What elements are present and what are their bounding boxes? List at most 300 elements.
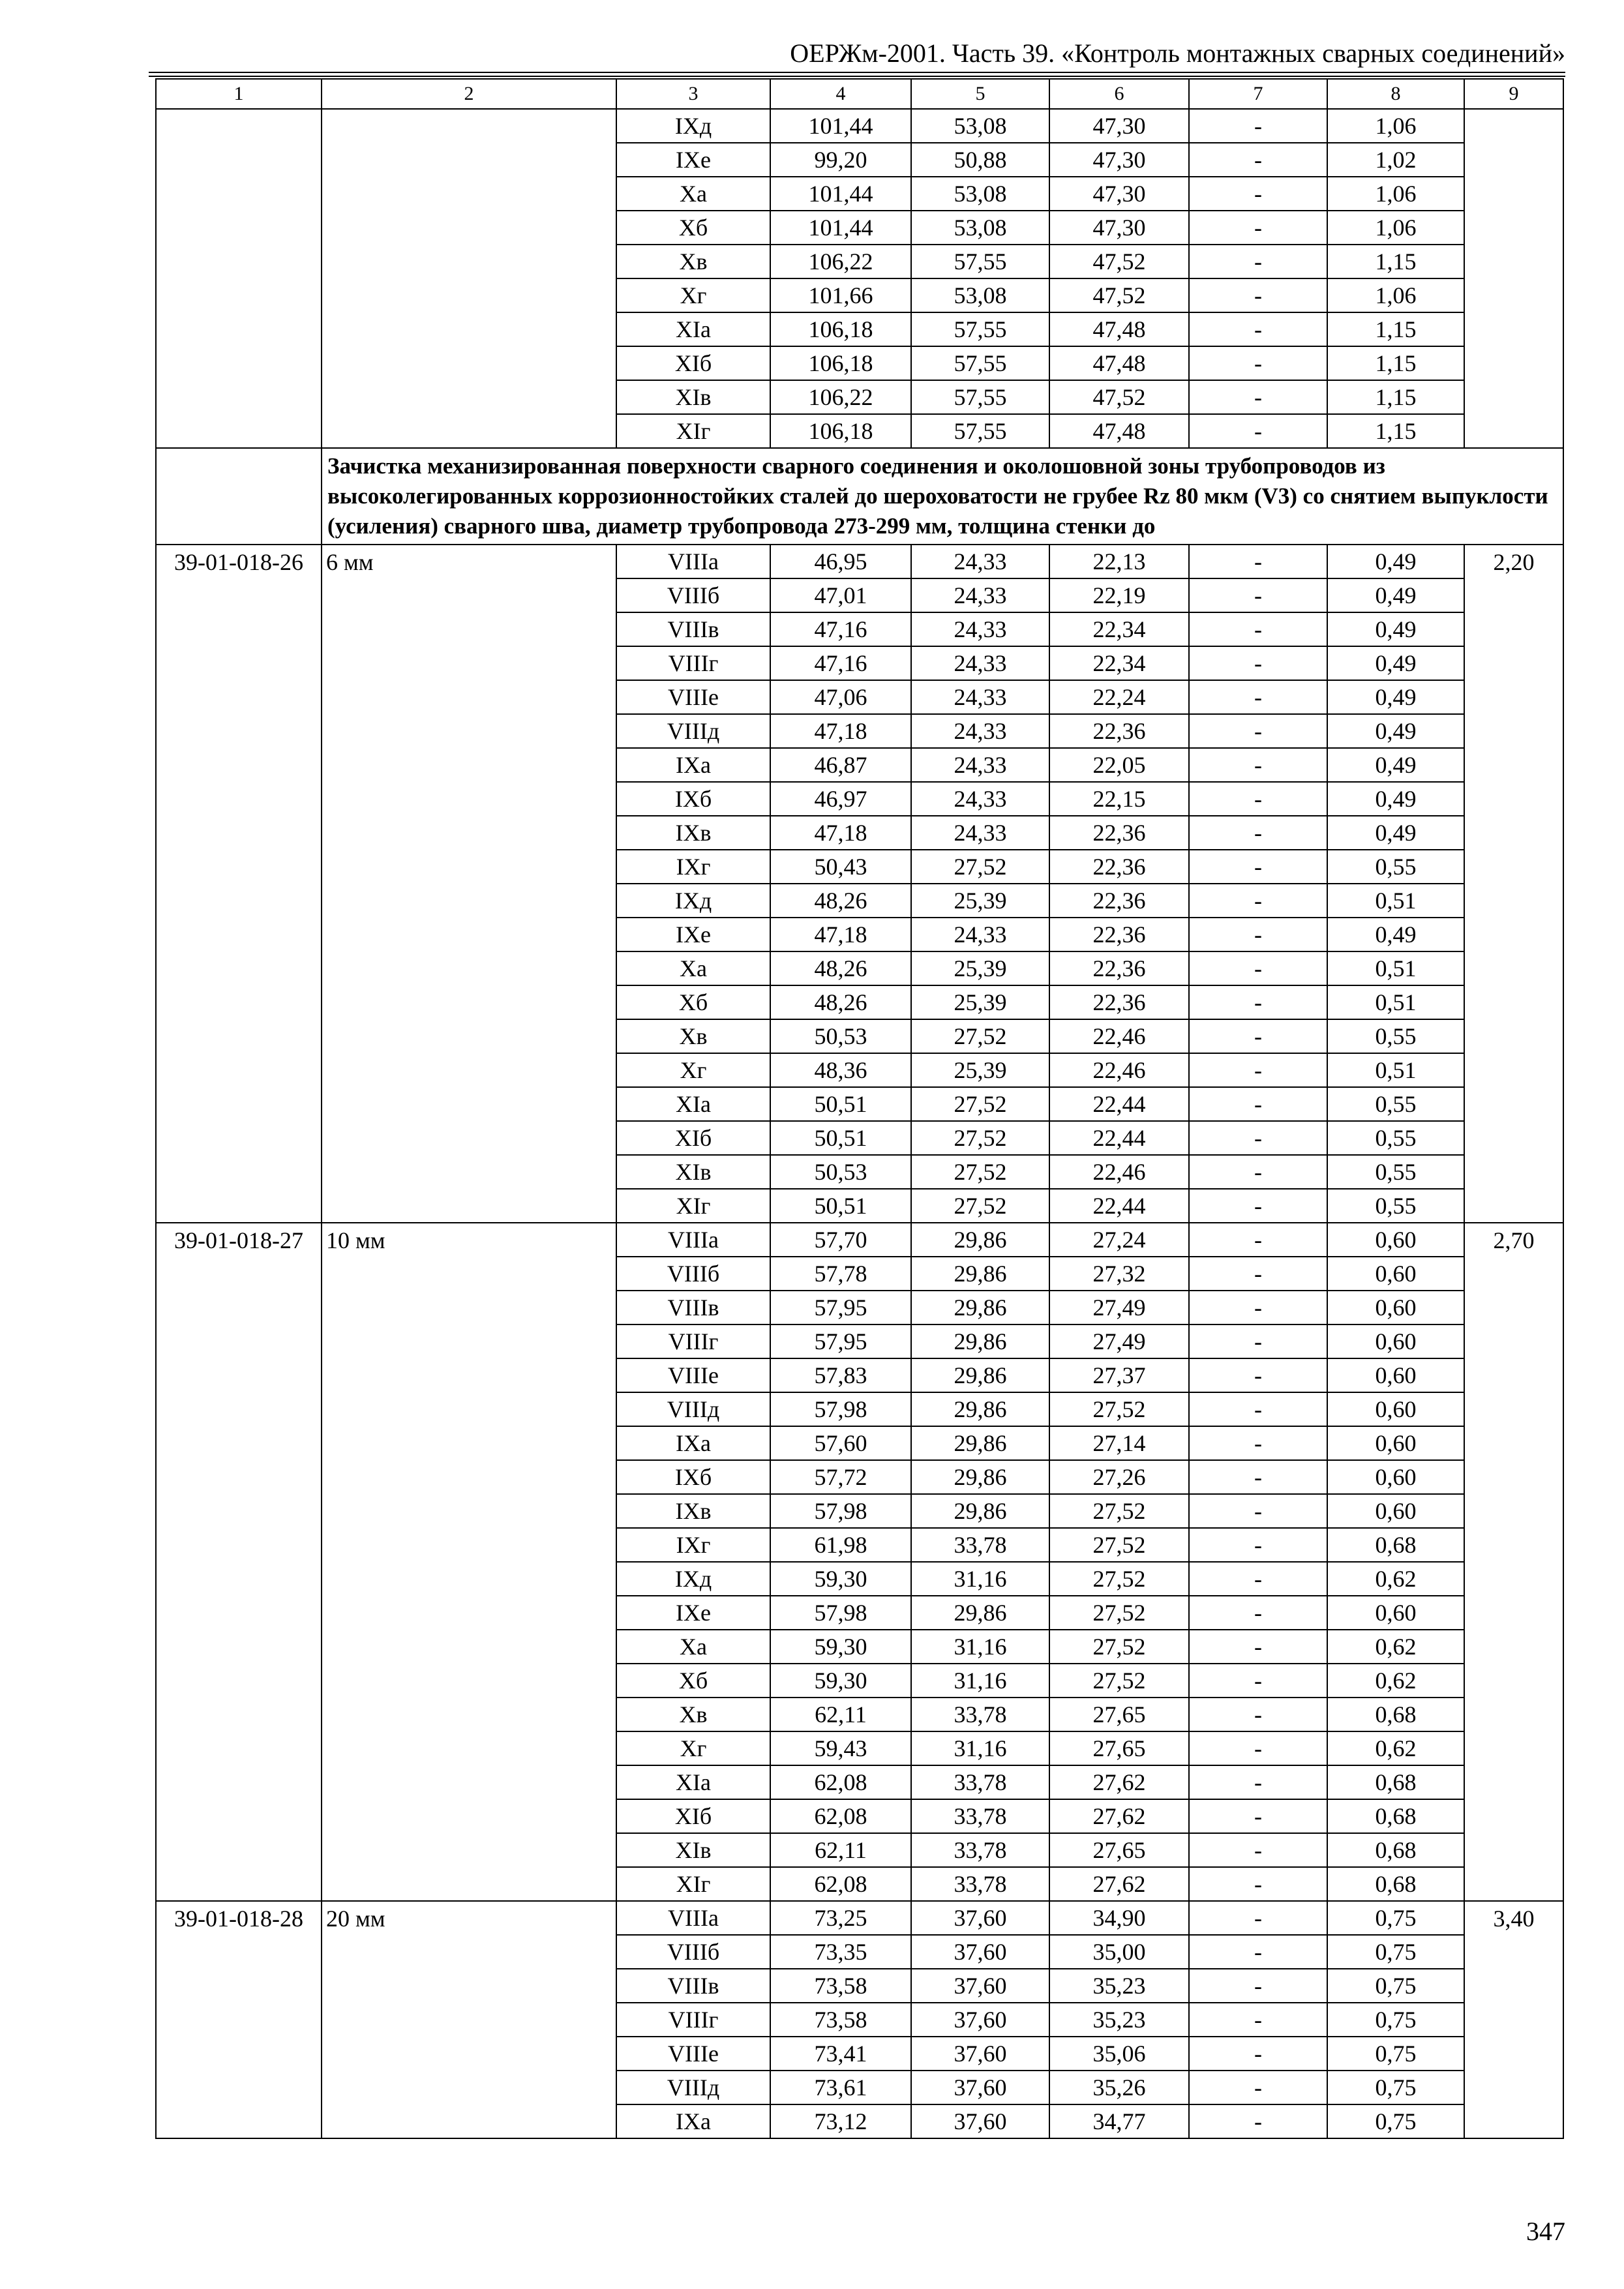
cell-labor-hours: 1,15 [1327,380,1464,414]
cell-class: XIг [616,414,770,448]
cell-machine-cost: 47,48 [1049,312,1189,346]
cell-labor-hours: 0,75 [1327,1969,1464,2003]
cell-labor-cost: 33,78 [911,1698,1049,1731]
cell-labor-hours: 0,49 [1327,578,1464,612]
cell-class: XIв [616,380,770,414]
cell-total-cost: 57,83 [770,1358,911,1392]
cell-labor-cost: 24,33 [911,816,1049,850]
cell-labor-hours: 1,15 [1327,346,1464,380]
cell-machine-cost: 35,23 [1049,2003,1189,2037]
cell-labor-hours: 1,06 [1327,211,1464,245]
cell-labor-cost: 24,33 [911,782,1049,816]
cell-total-cost: 46,97 [770,782,911,816]
cell-materials: - [1189,680,1327,714]
cell-materials: - [1189,816,1327,850]
cell-machine-cost: 27,62 [1049,1867,1189,1901]
cell-machine-cost: 27,65 [1049,1833,1189,1867]
cell-materials: - [1189,782,1327,816]
cell-labor-hours: 0,49 [1327,816,1464,850]
cell-machine-cost: 27,49 [1049,1291,1189,1324]
cell-total-cost: 101,44 [770,177,911,211]
cell-labor-cost: 33,78 [911,1833,1049,1867]
cell-materials: - [1189,245,1327,278]
cell-class: VIIIб [616,1257,770,1291]
cell-class: VIIIб [616,578,770,612]
cell-class: Xa [616,951,770,985]
cell-materials: - [1189,1765,1327,1799]
cell-labor-cost: 33,78 [911,1799,1049,1833]
cell-class: Xв [616,1019,770,1053]
cell-materials: - [1189,1935,1327,1969]
cell-machine-cost: 47,52 [1049,278,1189,312]
cell-materials: - [1189,545,1327,578]
cell-labor-cost: 25,39 [911,985,1049,1019]
cell-total-cost: 73,25 [770,1901,911,1935]
cell-total-cost: 47,18 [770,714,911,748]
cell-labor-cost: 29,86 [911,1460,1049,1494]
cell-machine-cost: 22,36 [1049,714,1189,748]
cell-labor-hours: 0,49 [1327,680,1464,714]
cell-class: Xa [616,177,770,211]
cell-total-cost: 61,98 [770,1528,911,1562]
section-title: Зачистка механизированная поверхности сварного соединения и околошовной зоны трубопроводов из высоколегированных коррозионностойких сталей до шероховатости не грубее Rz 80 мкм (V3) со снятием выпуклости (усиления) сварного шва, диаметр трубопровода 273-299 мм, толщина стенки до [322,448,1563,545]
cell-materials: - [1189,646,1327,680]
cell-total-cost: 73,61 [770,2071,911,2104]
cell-machine-cost: 47,48 [1049,346,1189,380]
cell-total-cost: 106,18 [770,414,911,448]
cell-labor-cost: 29,86 [911,1392,1049,1426]
cell-labor-cost: 25,39 [911,951,1049,985]
cell-machine-cost: 27,65 [1049,1731,1189,1765]
group-total: 2,70 [1464,1223,1563,1901]
cell-materials: - [1189,1426,1327,1460]
cell-class: VIIIв [616,612,770,646]
cell-labor-hours: 0,62 [1327,1664,1464,1698]
cell-labor-hours: 0,60 [1327,1358,1464,1392]
cell-machine-cost: 27,26 [1049,1460,1189,1494]
cell-labor-cost: 53,08 [911,177,1049,211]
table-row [156,545,1563,578]
cell-machine-cost: 27,52 [1049,1494,1189,1528]
cell-total-cost: 62,08 [770,1765,911,1799]
cell-class: VIIIв [616,1969,770,2003]
cell-labor-cost: 37,60 [911,2003,1049,2037]
column-number: 3 [616,79,770,109]
cell-total-cost: 50,43 [770,850,911,884]
cell-labor-hours: 0,49 [1327,646,1464,680]
cell-labor-hours: 0,49 [1327,545,1464,578]
cell-labor-hours: 0,49 [1327,714,1464,748]
section-empty-cell [156,448,322,545]
cell-labor-hours: 0,62 [1327,1562,1464,1596]
cell-class: Xг [616,278,770,312]
cell-labor-hours: 0,75 [1327,2003,1464,2037]
rates-table [155,78,1564,2139]
cell-labor-cost: 33,78 [911,1528,1049,1562]
cell-class: Xб [616,211,770,245]
cell-labor-cost: 24,33 [911,545,1049,578]
cell-labor-cost: 37,60 [911,1935,1049,1969]
cell-labor-hours: 0,75 [1327,2071,1464,2104]
cell-materials: - [1189,346,1327,380]
cell-labor-hours: 0,60 [1327,1223,1464,1257]
cell-class: IXд [616,109,770,143]
wall-thickness: 6 мм [322,545,616,1223]
cell-materials: - [1189,1867,1327,1901]
rate-code: 39-01-018-28 [156,1901,322,2138]
cell-labor-cost: 53,08 [911,278,1049,312]
cell-total-cost: 47,16 [770,612,911,646]
cell-total-cost: 101,66 [770,278,911,312]
cell-labor-hours: 0,55 [1327,1121,1464,1155]
cell-materials: - [1189,1460,1327,1494]
cell-labor-cost: 29,86 [911,1596,1049,1630]
cell-labor-hours: 1,15 [1327,312,1464,346]
cell-class: Xг [616,1053,770,1087]
cell-machine-cost: 22,05 [1049,748,1189,782]
cell-machine-cost: 47,30 [1049,109,1189,143]
group-total: 3,40 [1464,1901,1563,2138]
cell-labor-cost: 27,52 [911,850,1049,884]
cell-total-cost: 57,95 [770,1324,911,1358]
empty-code-cell [156,109,322,448]
cell-class: IXe [616,918,770,951]
cell-machine-cost: 22,36 [1049,884,1189,918]
cell-class: IXб [616,782,770,816]
cell-total-cost: 106,18 [770,312,911,346]
cell-labor-cost: 29,86 [911,1257,1049,1291]
cell-machine-cost: 22,36 [1049,816,1189,850]
cell-labor-cost: 31,16 [911,1630,1049,1664]
cell-class: Xв [616,1698,770,1731]
cell-labor-hours: 0,68 [1327,1528,1464,1562]
cell-labor-hours: 1,15 [1327,414,1464,448]
wall-thickness: 10 мм [322,1223,616,1901]
cell-total-cost: 101,44 [770,109,911,143]
cell-machine-cost: 27,52 [1049,1562,1189,1596]
cell-class: VIIIa [616,1901,770,1935]
table-row [156,109,1563,143]
cell-labor-hours: 0,68 [1327,1833,1464,1867]
cell-total-cost: 50,51 [770,1189,911,1223]
table-row [156,1901,1563,1935]
cell-labor-cost: 27,52 [911,1121,1049,1155]
cell-labor-cost: 37,60 [911,1901,1049,1935]
cell-total-cost: 57,98 [770,1596,911,1630]
cell-total-cost: 106,22 [770,380,911,414]
cell-total-cost: 46,95 [770,545,911,578]
cell-machine-cost: 47,30 [1049,143,1189,177]
cell-labor-cost: 29,86 [911,1324,1049,1358]
cell-machine-cost: 34,77 [1049,2104,1189,2138]
cell-total-cost: 47,06 [770,680,911,714]
cell-class: IXa [616,1426,770,1460]
cell-total-cost: 73,12 [770,2104,911,2138]
cell-labor-hours: 0,75 [1327,1935,1464,1969]
column-number: 2 [322,79,616,109]
cell-machine-cost: 22,13 [1049,545,1189,578]
cell-labor-hours: 0,49 [1327,782,1464,816]
cell-machine-cost: 47,48 [1049,414,1189,448]
cell-total-cost: 46,87 [770,748,911,782]
cell-labor-hours: 0,60 [1327,1257,1464,1291]
cell-labor-cost: 57,55 [911,245,1049,278]
cell-class: VIIIг [616,1324,770,1358]
cell-total-cost: 59,30 [770,1630,911,1664]
cell-labor-cost: 37,60 [911,2104,1049,2138]
cell-labor-cost: 29,86 [911,1291,1049,1324]
cell-labor-cost: 27,52 [911,1189,1049,1223]
cell-class: VIIIд [616,2071,770,2104]
cell-class: VIIIд [616,714,770,748]
cell-machine-cost: 47,30 [1049,177,1189,211]
cell-materials: - [1189,380,1327,414]
cell-class: IXa [616,2104,770,2138]
cell-materials: - [1189,1257,1327,1291]
cell-labor-cost: 24,33 [911,680,1049,714]
cell-labor-cost: 31,16 [911,1562,1049,1596]
cell-labor-hours: 0,49 [1327,748,1464,782]
header-rule-bottom [149,76,1565,77]
cell-labor-cost: 37,60 [911,1969,1049,2003]
cell-class: XIa [616,1765,770,1799]
cell-labor-hours: 0,55 [1327,1155,1464,1189]
cell-materials: - [1189,850,1327,884]
cell-total-cost: 50,53 [770,1155,911,1189]
cell-materials: - [1189,1358,1327,1392]
cell-labor-cost: 29,86 [911,1358,1049,1392]
cell-total-cost: 57,60 [770,1426,911,1460]
cell-total-cost: 57,98 [770,1392,911,1426]
cell-machine-cost: 47,52 [1049,380,1189,414]
cell-labor-hours: 1,06 [1327,177,1464,211]
cell-labor-cost: 37,60 [911,2037,1049,2071]
cell-machine-cost: 27,52 [1049,1664,1189,1698]
column-number: 8 [1327,79,1464,109]
cell-class: XIa [616,1087,770,1121]
section-row [156,448,1563,545]
cell-total-cost: 57,70 [770,1223,911,1257]
cell-labor-hours: 0,55 [1327,1019,1464,1053]
cell-labor-hours: 0,51 [1327,1053,1464,1087]
cell-labor-hours: 0,62 [1327,1630,1464,1664]
cell-class: IXe [616,143,770,177]
cell-machine-cost: 35,23 [1049,1969,1189,2003]
group-total: 2,20 [1464,545,1563,1223]
cell-labor-cost: 24,33 [911,646,1049,680]
cell-class: XIв [616,1155,770,1189]
cell-labor-hours: 0,68 [1327,1698,1464,1731]
cell-class: XIг [616,1189,770,1223]
cell-machine-cost: 27,62 [1049,1799,1189,1833]
cell-materials: - [1189,1596,1327,1630]
cell-materials: - [1189,884,1327,918]
cell-class: VIIIe [616,2037,770,2071]
cell-labor-cost: 57,55 [911,312,1049,346]
cell-total-cost: 50,51 [770,1121,911,1155]
cell-materials: - [1189,2071,1327,2104]
rate-code: 39-01-018-26 [156,545,322,1223]
cell-total-cost: 50,53 [770,1019,911,1053]
cell-labor-hours: 0,60 [1327,1324,1464,1358]
cell-class: IXв [616,1494,770,1528]
cell-labor-hours: 0,51 [1327,985,1464,1019]
cell-total-cost: 48,36 [770,1053,911,1087]
cell-materials: - [1189,1799,1327,1833]
cell-labor-cost: 53,08 [911,109,1049,143]
cell-machine-cost: 47,52 [1049,245,1189,278]
cell-machine-cost: 27,24 [1049,1223,1189,1257]
cell-materials: - [1189,1698,1327,1731]
table-body [156,79,1563,2138]
cell-total-cost: 48,26 [770,884,911,918]
cell-labor-hours: 0,55 [1327,1189,1464,1223]
cell-materials: - [1189,1494,1327,1528]
cell-labor-cost: 57,55 [911,414,1049,448]
table-row [156,1223,1563,1257]
cell-machine-cost: 22,44 [1049,1121,1189,1155]
cell-machine-cost: 34,90 [1049,1901,1189,1935]
cell-labor-hours: 1,06 [1327,278,1464,312]
cell-machine-cost: 27,37 [1049,1358,1189,1392]
cell-labor-hours: 0,68 [1327,1799,1464,1833]
cell-total-cost: 62,11 [770,1698,911,1731]
column-number-row [156,79,1563,109]
cell-class: Xв [616,245,770,278]
cell-labor-cost: 29,86 [911,1223,1049,1257]
cell-machine-cost: 22,34 [1049,646,1189,680]
cell-labor-hours: 0,68 [1327,1867,1464,1901]
page-number: 347 [1526,2217,1565,2246]
cell-materials: - [1189,1019,1327,1053]
cell-labor-cost: 27,52 [911,1155,1049,1189]
cell-labor-cost: 24,33 [911,578,1049,612]
cell-class: VIIIв [616,1291,770,1324]
column-number: 7 [1189,79,1327,109]
cell-labor-cost: 24,33 [911,918,1049,951]
cell-materials: - [1189,985,1327,1019]
cell-class: IXд [616,1562,770,1596]
cell-total-cost: 62,08 [770,1799,911,1833]
cell-machine-cost: 22,46 [1049,1053,1189,1087]
cell-labor-hours: 0,75 [1327,2104,1464,2138]
cell-labor-cost: 50,88 [911,143,1049,177]
header-rule-top [149,72,1565,73]
cell-labor-hours: 0,60 [1327,1494,1464,1528]
cell-class: VIIIб [616,1935,770,1969]
cell-labor-hours: 0,75 [1327,1901,1464,1935]
cell-total-cost: 47,18 [770,918,911,951]
empty-description-cell [322,109,616,448]
cell-materials: - [1189,414,1327,448]
cell-labor-cost: 31,16 [911,1731,1049,1765]
cell-labor-cost: 33,78 [911,1867,1049,1901]
cell-machine-cost: 27,52 [1049,1630,1189,1664]
cell-materials: - [1189,211,1327,245]
cell-machine-cost: 22,46 [1049,1019,1189,1053]
cell-class: VIIIд [616,1392,770,1426]
cell-labor-hours: 0,49 [1327,612,1464,646]
cell-total-cost: 106,18 [770,346,911,380]
cell-class: IXe [616,1596,770,1630]
document-header-title: ОЕРЖм-2001. Часть 39. «Контроль монтажных сварных соединений» [790,38,1565,68]
cell-machine-cost: 22,34 [1049,612,1189,646]
cell-class: VIIIe [616,1358,770,1392]
cell-total-cost: 106,22 [770,245,911,278]
cell-labor-hours: 0,49 [1327,918,1464,951]
cell-materials: - [1189,1223,1327,1257]
cell-machine-cost: 22,24 [1049,680,1189,714]
cell-labor-hours: 1,06 [1327,109,1464,143]
cell-materials: - [1189,1901,1327,1935]
cell-total-cost: 73,41 [770,2037,911,2071]
cell-class: Xг [616,1731,770,1765]
cell-machine-cost: 22,36 [1049,918,1189,951]
cell-class: IXв [616,816,770,850]
cell-machine-cost: 35,00 [1049,1935,1189,1969]
cell-machine-cost: 27,52 [1049,1392,1189,1426]
cell-class: XIб [616,1121,770,1155]
column-number: 5 [911,79,1049,109]
cell-labor-hours: 0,60 [1327,1392,1464,1426]
cell-total-cost: 59,30 [770,1562,911,1596]
cell-class: XIб [616,346,770,380]
cell-materials: - [1189,1087,1327,1121]
cell-labor-hours: 0,68 [1327,1765,1464,1799]
cell-materials: - [1189,1562,1327,1596]
cell-labor-hours: 0,60 [1327,1426,1464,1460]
cell-class: VIIIa [616,1223,770,1257]
cell-class: XIв [616,1833,770,1867]
column-number: 9 [1464,79,1563,109]
cell-total-cost: 59,30 [770,1664,911,1698]
cell-total-cost: 101,44 [770,211,911,245]
cell-total-cost: 48,26 [770,951,911,985]
column-number: 6 [1049,79,1189,109]
cell-class: IXг [616,850,770,884]
cell-materials: - [1189,748,1327,782]
cell-materials: - [1189,951,1327,985]
cell-labor-hours: 0,51 [1327,951,1464,985]
cell-materials: - [1189,177,1327,211]
cell-labor-cost: 31,16 [911,1664,1049,1698]
cell-labor-cost: 24,33 [911,714,1049,748]
cell-machine-cost: 27,32 [1049,1257,1189,1291]
cell-total-cost: 48,26 [770,985,911,1019]
cell-labor-cost: 24,33 [911,612,1049,646]
cell-materials: - [1189,1664,1327,1698]
cell-labor-cost: 53,08 [911,211,1049,245]
cell-total-cost: 47,01 [770,578,911,612]
cell-machine-cost: 22,36 [1049,951,1189,985]
cell-class: Xб [616,985,770,1019]
cell-class: IXб [616,1460,770,1494]
cell-materials: - [1189,2003,1327,2037]
cell-class: VIIIe [616,680,770,714]
cell-labor-cost: 29,86 [911,1426,1049,1460]
cell-materials: - [1189,312,1327,346]
cell-total-cost: 62,11 [770,1833,911,1867]
cell-labor-hours: 1,15 [1327,245,1464,278]
cell-materials: - [1189,612,1327,646]
cell-materials: - [1189,278,1327,312]
cell-class: Xб [616,1664,770,1698]
cell-materials: - [1189,1528,1327,1562]
cell-total-cost: 57,78 [770,1257,911,1291]
cell-machine-cost: 22,36 [1049,985,1189,1019]
cell-machine-cost: 22,44 [1049,1189,1189,1223]
cell-total-cost: 57,98 [770,1494,911,1528]
